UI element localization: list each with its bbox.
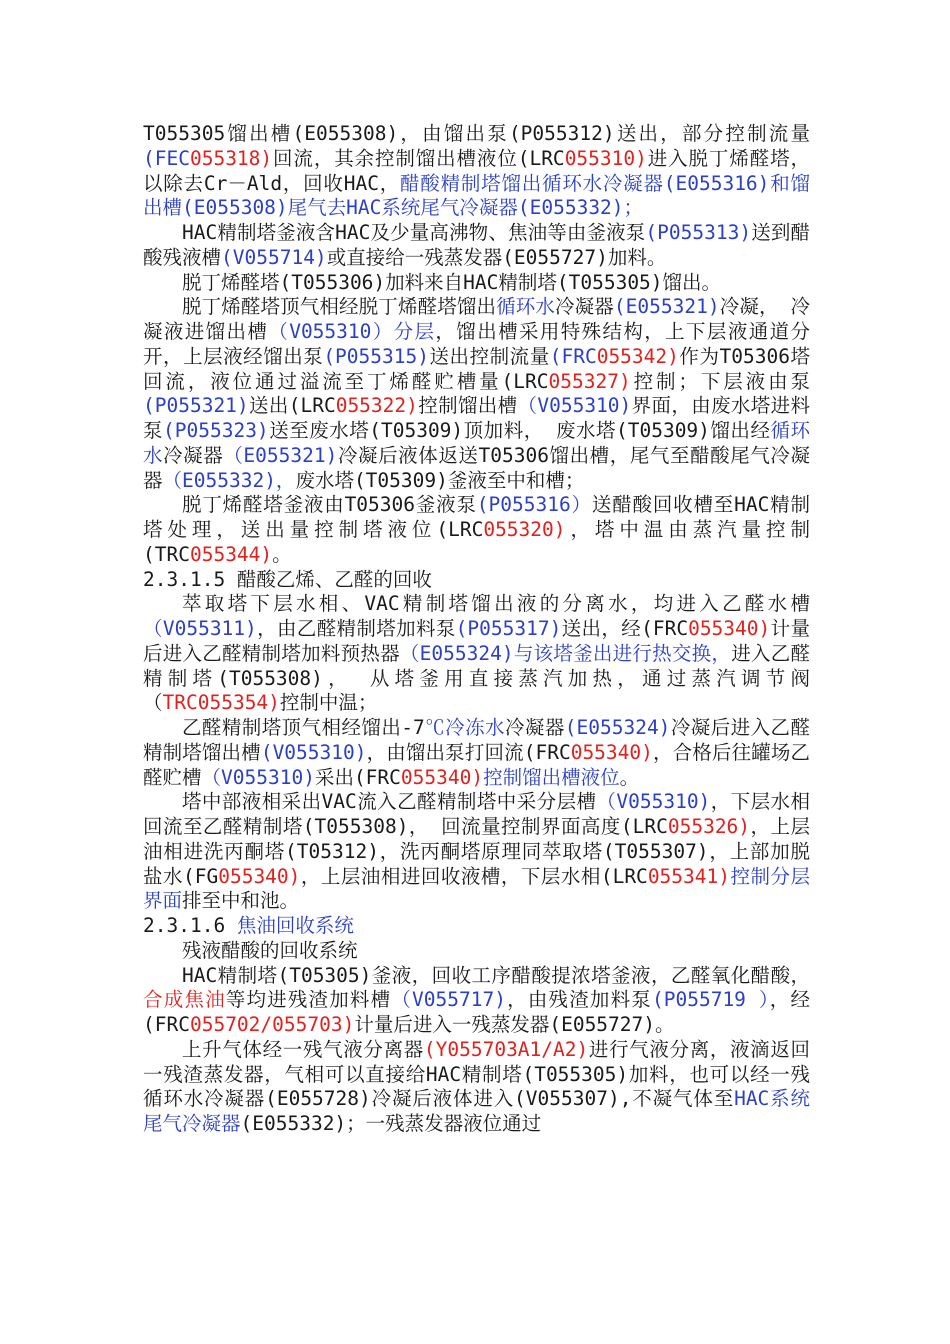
- text-run: ，馏出槽采用特殊结构，上下层液通道分开，上层液经馏出泵: [143, 320, 810, 368]
- text-run: 。: [619, 765, 640, 789]
- text-run: 合成焦油: [143, 988, 226, 1012]
- text-run: 055320): [483, 518, 566, 541]
- text-run: 冷凝器: [555, 295, 614, 319]
- text-run: HAC精制塔(T05305)釜液，回收工序醋酸提浓塔釜液，乙醛氧化醋酸，: [182, 963, 810, 987]
- text-run: （V055311): [143, 617, 257, 640]
- text-run: ，由乙醛精制塔加料泵: [256, 617, 456, 640]
- text-run: (V055714): [221, 245, 327, 269]
- body-paragraph: [143, 122, 810, 221]
- text-run: 055322): [335, 394, 418, 418]
- text-run: 进入乙醛精制塔(T055308)， 从塔釜用直接蒸汽加热，通过蒸汽调节阀（: [143, 641, 810, 715]
- text-run: 送出，经(FRC: [561, 617, 689, 640]
- text-run: 控制中温；: [279, 691, 378, 715]
- text-run: （E055321): [223, 443, 338, 467]
- text-run: 焦油回收系统: [236, 914, 354, 937]
- section-heading: [143, 914, 810, 939]
- text-run: 055702/055703): [189, 1013, 355, 1036]
- text-run: 055344): [189, 542, 273, 566]
- body-paragraph: [143, 964, 810, 1038]
- text-run: 计量后进入乙醛精制塔加料预热器: [143, 617, 810, 665]
- text-run: ，由残渣加料泵: [505, 988, 652, 1012]
- text-run: ，塔中温由蒸汽量控制(TRC: [143, 518, 810, 566]
- text-run: 排至中和池。: [182, 889, 300, 913]
- text-run: 回流，其余控制馏出槽液位(LRC: [272, 146, 565, 170]
- text-run: 控制馏出槽液位: [483, 765, 620, 789]
- text-run: 废水塔(T05309)釜液至中和槽；: [295, 468, 585, 492]
- body-paragraph: [143, 790, 810, 914]
- text-run: (E055332)；一残蒸发器液位通过: [240, 1112, 542, 1135]
- text-run: 送出控制流量: [428, 344, 550, 368]
- text-run: 送醋酸回收槽至HAC精制塔处理，送出量控制塔液位(LRC: [143, 493, 810, 541]
- text-run: ，合格后往罐场乙醛贮槽: [143, 740, 810, 789]
- text-run: 上升气体经一残气液分离器: [182, 1037, 424, 1061]
- text-run: (FEC: [143, 146, 190, 170]
- text-run: ℃冷冻水: [424, 716, 505, 739]
- text-run: 残液醋酸的回收系统: [182, 938, 358, 962]
- text-run: 2.3.1.6: [143, 914, 237, 937]
- document-body: [143, 122, 810, 1137]
- text-run: (P055315): [323, 344, 429, 368]
- text-run: 或直接给一残蒸发器(E055727)加料。: [326, 245, 667, 269]
- text-run: 乙醛精制塔顶气相经馏出-7: [182, 716, 425, 739]
- text-run: （V055310): [596, 790, 711, 814]
- text-run: ，由馏出泵打回流(FRC: [366, 740, 571, 764]
- text-run: 055327): [548, 369, 631, 393]
- text-run: 冷凝器: [163, 443, 224, 467]
- text-run: （V055310): [201, 765, 315, 789]
- text-run: 脱丁烯醛塔釜液由T05306釜液泵: [182, 493, 477, 517]
- text-run: （V055310): [517, 394, 632, 418]
- text-run: (P055719 ）: [652, 988, 770, 1012]
- body-paragraph: [143, 221, 810, 271]
- text-run: (V055310): [260, 740, 367, 764]
- text-run: 萃取塔下层水相、VAC精制塔馏出液的分离水，均进入乙醛水槽: [182, 592, 810, 616]
- text-run: 055310): [564, 146, 647, 170]
- text-run: 冷凝后进入乙醛精制塔馏出槽: [143, 716, 810, 764]
- text-run: HAC系统尾气冷凝器: [143, 1087, 810, 1135]
- text-run: 脱丁烯醛塔(T055306)加料来自HAC精制塔(T055305)馏出。: [182, 270, 722, 294]
- text-run: 计量后进入一残蒸发器(E055727)。: [354, 1013, 675, 1036]
- text-run: 送到醋酸残液槽: [143, 221, 810, 269]
- text-run: 送出(LRC: [248, 394, 336, 418]
- body-paragraph: [143, 295, 810, 493]
- text-run: （V055717): [391, 988, 506, 1012]
- section-heading: [143, 568, 810, 593]
- text-run: 循环水: [143, 419, 810, 467]
- text-run: 塔中部液相采出VAC流入乙醛精制塔中采分层槽: [182, 790, 597, 814]
- body-paragraph: [143, 493, 810, 567]
- text-run: (P055313): [645, 221, 752, 244]
- text-run: 055326): [667, 815, 751, 838]
- text-run: (P055323): [163, 419, 269, 442]
- text-run: 控制；下层液由泵: [630, 369, 810, 393]
- body-paragraph: [143, 939, 810, 964]
- text-run: 055318): [189, 146, 273, 170]
- text-run: （V055310）分层: [268, 320, 436, 343]
- text-run: ，上层油相进回收液槽，下层水相(LRC: [300, 864, 648, 888]
- text-run: 冷凝器: [504, 716, 565, 739]
- text-run: 2.3.1.5 醋酸乙烯、乙醛的回收: [143, 567, 432, 591]
- text-run: 循环水: [496, 295, 555, 319]
- text-run: 醋酸精制塔馏出循环水冷凝器(E055316)和馏出槽(E055308)尾气去HAC系统尾气冷凝器(E055332)；: [143, 171, 810, 220]
- text-run: 脱丁烯醛塔顶气相经脱丁烯醛塔馏出: [182, 295, 497, 319]
- text-run: 055340): [570, 740, 653, 764]
- text-run: (E055324): [564, 716, 671, 739]
- text-run: 进行气液分离，液滴返回一残渣蒸发器，气相可以直接给HAC精制塔(T055305)加料，也可以经一残循环水冷凝器(E055728)冷凝后液体进入(V055307),不凝气体至: [143, 1037, 810, 1111]
- body-paragraph: [143, 716, 810, 790]
- text-run: 界面，由废水塔进料泵: [143, 394, 810, 442]
- text-run: (P055321): [143, 394, 249, 418]
- body-paragraph: [143, 592, 810, 716]
- text-run: TRC055354): [162, 691, 280, 715]
- text-run: (P055317): [455, 617, 562, 640]
- text-run: 进入脱丁烯醛塔，以除去Cr－Ald，回收HAC，: [143, 146, 810, 195]
- text-run: 055340): [688, 617, 771, 640]
- text-run: 等均进残渣加料槽: [225, 988, 392, 1012]
- text-run: ，上层油相进洗丙酮塔(T05312)，洗丙酮塔原理同萃取塔(T055307)，上部加脱盐水(FG: [143, 815, 810, 888]
- text-run: 冷凝， 冷凝液进馏出槽: [143, 295, 810, 343]
- text-run: (FRC: [549, 344, 597, 368]
- text-run: 055340): [400, 765, 484, 789]
- text-run: 055341): [647, 864, 730, 888]
- text-run: 控制馏出槽: [417, 394, 518, 418]
- text-run: 采出(FRC: [314, 765, 401, 789]
- text-run: 。: [272, 542, 292, 566]
- body-paragraph: [143, 271, 810, 296]
- text-run: 055342): [596, 344, 679, 368]
- text-run: 作为T05306塔回流，液位通过溢流至丁烯醛贮槽量(LRC: [143, 344, 810, 393]
- text-run: HAC精制塔釜液含HAC及少量高沸物、焦油等由釜液泵: [182, 221, 646, 244]
- text-run: 055340): [218, 864, 301, 888]
- text-run: (Y055703A1/A2): [423, 1037, 589, 1061]
- text-run: （E055324)与该塔釜出进行热交换，: [399, 641, 732, 665]
- text-run: 控制分层界面: [143, 864, 810, 913]
- text-run: （E055332)，: [162, 468, 296, 492]
- text-run: ，经(FRC: [143, 988, 810, 1036]
- text-run: (E055321): [613, 295, 720, 319]
- text-run: ，下层水相回流至乙醛精制塔(T055308)， 回流量控制界面高度(LRC: [143, 790, 810, 838]
- text-run: (P055316）: [476, 493, 592, 517]
- text-run: T055305馏出槽(E055308)，由馏出泵(P055312)送出，部分控制流量: [143, 122, 810, 145]
- body-paragraph: [143, 1038, 810, 1137]
- text-run: 送至废水塔(T05309)顶加料， 废水塔(T05309)馏出经: [268, 419, 771, 442]
- text-run: 冷凝后液体返送T05306馏出槽，尾气至醋酸尾气冷凝器: [143, 443, 810, 492]
